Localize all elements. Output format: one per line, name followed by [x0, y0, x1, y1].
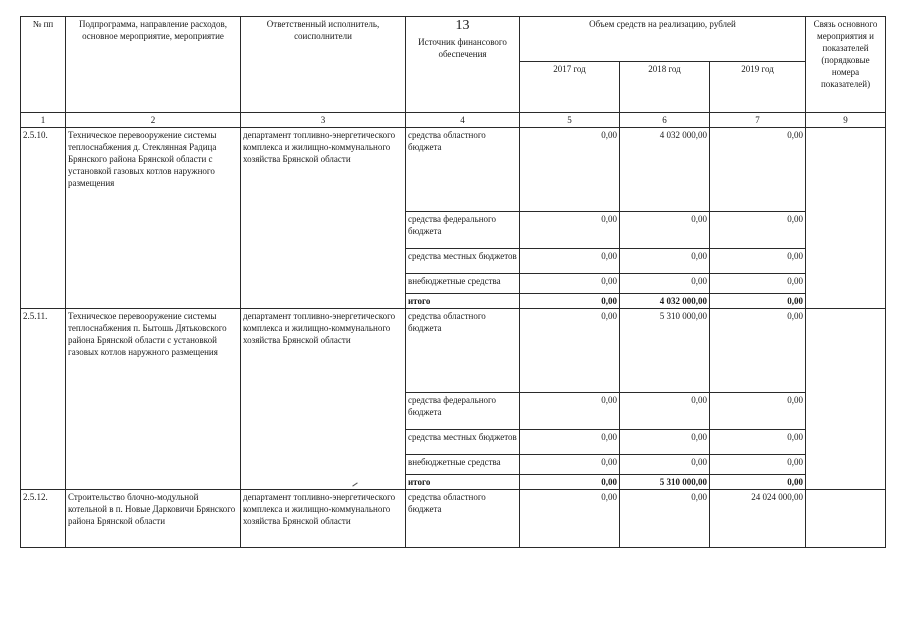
- entry-title: Строительство блочно-модульной котельной в п. Новые Дарковичи Брянского района Брянской области: [66, 490, 241, 548]
- value-2017: 0,00: [520, 490, 620, 548]
- entry-executor: департамент топливно-энергетического комплекса и жилищно-коммунального хозяйства Брянской области: [241, 309, 406, 490]
- page-number: 13: [455, 18, 470, 33]
- value-2017: 0,00: [520, 212, 620, 249]
- header-year-2018: 2018 год: [620, 62, 710, 113]
- source-name: средства федерального бюджета: [406, 212, 520, 249]
- table-row: [21, 128, 886, 212]
- total-2017: 0,00: [520, 475, 620, 490]
- value-2019: 0,00: [710, 309, 806, 393]
- table-row: [21, 309, 886, 393]
- source-name: внебюджетные средства: [406, 455, 520, 475]
- entry-link: [806, 128, 886, 309]
- header-year-2017: 2017 год: [520, 62, 620, 113]
- total-2018: 5 310 000,00: [620, 475, 710, 490]
- value-2018: 0,00: [620, 249, 710, 274]
- entry-id: 2.5.11.: [21, 309, 66, 490]
- header-no: № пп: [21, 17, 66, 113]
- source-name: средства областного бюджета: [406, 128, 520, 212]
- header-source: Источник финансового обеспечения: [418, 37, 507, 59]
- source-name: внебюджетные средства: [406, 274, 520, 294]
- value-2019: 0,00: [710, 455, 806, 475]
- column-number: 3: [241, 113, 406, 128]
- value-2019: 0,00: [710, 393, 806, 430]
- value-2017: 0,00: [520, 430, 620, 455]
- value-2018: 4 032 000,00: [620, 128, 710, 212]
- value-2018: 5 310 000,00: [620, 309, 710, 393]
- value-2019: 0,00: [710, 212, 806, 249]
- total-label: итого: [406, 294, 520, 309]
- column-number: 4: [406, 113, 520, 128]
- source-name: средства областного бюджета: [406, 490, 520, 548]
- header-row: [21, 17, 886, 62]
- total-label: итого: [406, 475, 520, 490]
- entry-title: Техническое перевооружение системы теплоснабжения п. Бытошь Дятьковского района Брянской области с установкой газовых котлов наружного размещения: [66, 309, 241, 490]
- column-number: 6: [620, 113, 710, 128]
- budget-table: [20, 16, 886, 548]
- entry-title: Техническое перевооружение системы теплоснабжения д. Стеклянная Радица Брянского района Брянской области с установкой газовых котлов наружного размещения: [66, 128, 241, 309]
- source-name: средства местных бюджетов: [406, 249, 520, 274]
- header-year-2019: 2019 год: [710, 62, 806, 113]
- header-source-cell: [406, 17, 520, 113]
- value-2017: 0,00: [520, 249, 620, 274]
- value-2019: 24 024 000,00: [710, 490, 806, 548]
- entry-id: 2.5.10.: [21, 128, 66, 309]
- entry-link: [806, 309, 886, 490]
- value-2018: 0,00: [620, 455, 710, 475]
- value-2018: 0,00: [620, 430, 710, 455]
- entry-id: 2.5.12.: [21, 490, 66, 548]
- source-name: средства областного бюджета: [406, 309, 520, 393]
- header-program: Подпрограмма, направление расходов, основное мероприятие, мероприятие: [66, 17, 241, 113]
- total-2018: 4 032 000,00: [620, 294, 710, 309]
- value-2019: 0,00: [710, 274, 806, 294]
- column-number: 7: [710, 113, 806, 128]
- source-name: средства местных бюджетов: [406, 430, 520, 455]
- value-2017: 0,00: [520, 128, 620, 212]
- header-volume: Объем средств на реализацию, рублей: [520, 17, 806, 62]
- value-2017: 0,00: [520, 455, 620, 475]
- entry-executor: департамент топливно-энергетического комплекса и жилищно-коммунального хозяйства Брянской области: [241, 128, 406, 309]
- header-link: Связь основного мероприятия и показателей (порядковые номера показателей): [806, 17, 886, 113]
- value-2017: 0,00: [520, 274, 620, 294]
- source-name: средства федерального бюджета: [406, 393, 520, 430]
- value-2017: 0,00: [520, 309, 620, 393]
- total-2019: 0,00: [710, 475, 806, 490]
- value-2018: 0,00: [620, 393, 710, 430]
- value-2018: 0,00: [620, 274, 710, 294]
- value-2019: 0,00: [710, 430, 806, 455]
- header-executor: Ответственный исполнитель, соисполнители: [241, 17, 406, 113]
- value-2018: 0,00: [620, 490, 710, 548]
- value-2019: 0,00: [710, 128, 806, 212]
- column-numbers-row: [21, 113, 886, 128]
- column-number: 5: [520, 113, 620, 128]
- column-number: 1: [21, 113, 66, 128]
- value-2018: 0,00: [620, 212, 710, 249]
- column-number: 9: [806, 113, 886, 128]
- total-2017: 0,00: [520, 294, 620, 309]
- value-2017: 0,00: [520, 393, 620, 430]
- entry-link: [806, 490, 886, 548]
- table-row: [21, 490, 886, 548]
- value-2019: 0,00: [710, 249, 806, 274]
- entry-executor: департамент топливно-энергетического комплекса и жилищно-коммунального хозяйства Брянской области: [241, 490, 406, 548]
- total-2019: 0,00: [710, 294, 806, 309]
- column-number: 2: [66, 113, 241, 128]
